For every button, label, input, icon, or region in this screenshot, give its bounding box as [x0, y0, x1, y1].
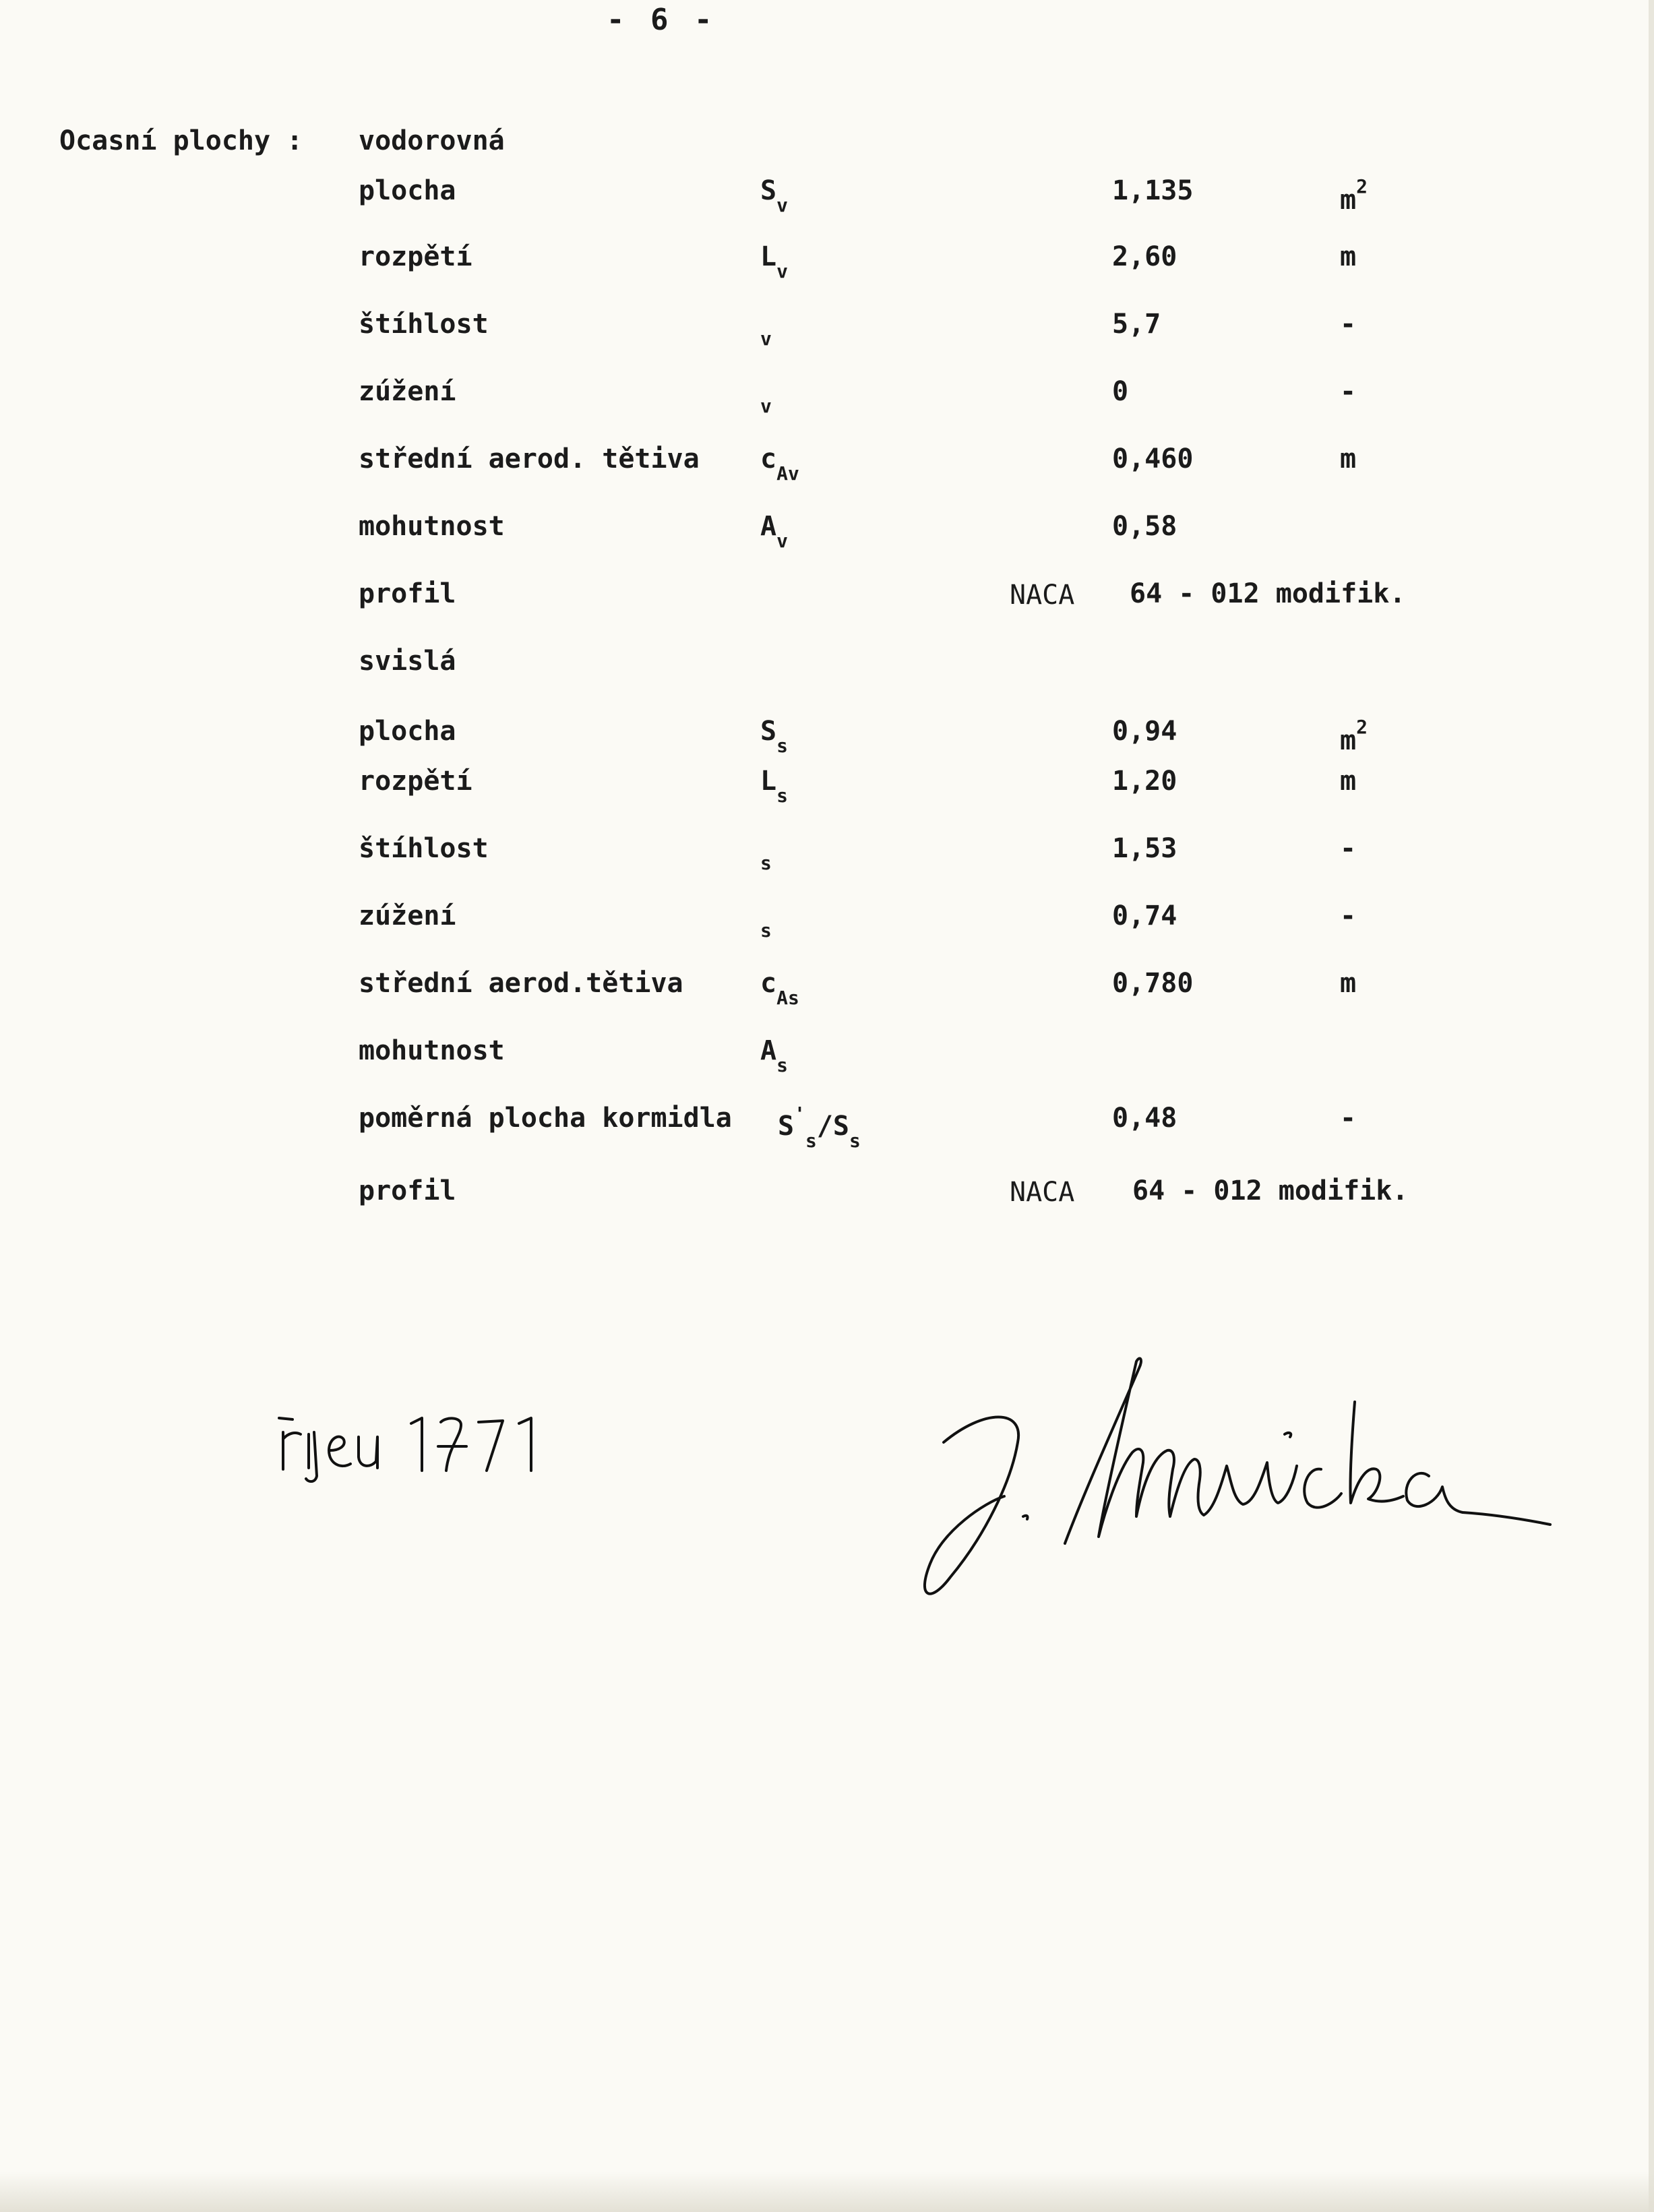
row-label: zúžení	[359, 376, 456, 407]
row-symbol: $S_v$	[760, 175, 788, 216]
row-value: 0,48	[1112, 1103, 1177, 1134]
row-symbol: $c_{As}$	[760, 968, 799, 1009]
row-label: rozpětí	[359, 241, 472, 272]
table-row	[0, 1035, 1654, 1076]
table-row	[0, 443, 1654, 484]
row-label: profil	[359, 1175, 456, 1206]
row-label: střední aerod.tětiva	[359, 968, 683, 999]
profile-prefix: NACA	[1010, 580, 1075, 611]
row-unit: m	[1340, 766, 1357, 797]
table-row	[0, 376, 1654, 417]
row-label: profil	[359, 578, 456, 609]
row-value: 0,94	[1112, 716, 1177, 747]
table-row	[0, 1103, 1654, 1152]
row-value: 0,74	[1112, 900, 1177, 931]
page-bottom-shadow	[0, 2172, 1654, 2212]
profile-prefix: NACA	[1010, 1177, 1075, 1208]
row-value: 0,58	[1112, 511, 1177, 542]
row-label: plocha	[359, 175, 456, 206]
table-row	[0, 968, 1654, 1008]
row-unit: m	[1340, 968, 1357, 999]
profile-value: 64 - 012 modifik.	[1130, 578, 1406, 609]
row-unit: $m^2$	[1340, 175, 1368, 216]
row-label: mohutnost	[359, 511, 505, 542]
row-unit: -	[1340, 376, 1357, 407]
row-unit: -	[1340, 833, 1357, 864]
row-symbol: $S_s$	[760, 716, 788, 757]
row-label: rozpětí	[359, 766, 472, 797]
row-unit: -	[1340, 900, 1357, 931]
table-row	[0, 175, 1654, 216]
row-label: štíhlost	[359, 309, 489, 340]
table-row	[0, 1175, 1654, 1216]
profile-value: 64 - 012 modifik.	[1132, 1175, 1409, 1206]
row-value: 1,20	[1112, 766, 1177, 797]
row-label: poměrná plocha kormidla	[359, 1103, 732, 1134]
subsection-horizontal-title: vodorovná	[359, 125, 505, 156]
row-symbol: $A_v$	[760, 511, 788, 552]
section-heading: Ocasní plochy :	[59, 125, 303, 156]
row-symbol: $S'_s/S_s$	[778, 1103, 861, 1152]
table-row	[0, 309, 1654, 349]
subsection-vertical-title: svislá	[359, 646, 456, 677]
row-symbol: $L_v$	[760, 241, 788, 282]
row-value: 0,460	[1112, 443, 1194, 474]
row-symbol: $c_{Av}$	[760, 443, 799, 485]
row-unit: m	[1340, 443, 1357, 474]
table-row	[0, 578, 1654, 619]
row-symbol: $A_s$	[760, 1035, 788, 1076]
row-value: 0	[1112, 376, 1129, 407]
table-row	[0, 833, 1654, 873]
row-unit: -	[1340, 1103, 1357, 1134]
row-symbol: v	[760, 328, 772, 350]
row-unit: m	[1340, 241, 1357, 272]
row-label: mohutnost	[359, 1035, 505, 1066]
row-value: 0,780	[1112, 968, 1194, 999]
handwritten-date	[276, 1409, 559, 1483]
table-row	[0, 241, 1654, 282]
row-unit: $m^2$	[1340, 716, 1368, 756]
row-symbol: s	[760, 919, 772, 942]
row-symbol: $L_s$	[760, 766, 788, 807]
row-symbol: v	[760, 395, 772, 417]
table-row	[0, 716, 1654, 756]
row-label: štíhlost	[359, 833, 489, 864]
row-label: plocha	[359, 716, 456, 747]
row-value: 1,135	[1112, 175, 1194, 206]
row-unit: -	[1340, 309, 1357, 340]
row-value: 2,60	[1112, 241, 1177, 272]
table-row	[0, 766, 1654, 806]
table-row	[0, 900, 1654, 941]
page-number: - 6 -	[607, 3, 716, 37]
table-row	[0, 511, 1654, 551]
row-value: 1,53	[1112, 833, 1177, 864]
row-label: zúžení	[359, 900, 456, 931]
signature	[903, 1334, 1564, 1618]
row-symbol: s	[760, 852, 772, 874]
row-value: 5,7	[1112, 309, 1161, 340]
row-label: střední aerod. tětiva	[359, 443, 700, 474]
